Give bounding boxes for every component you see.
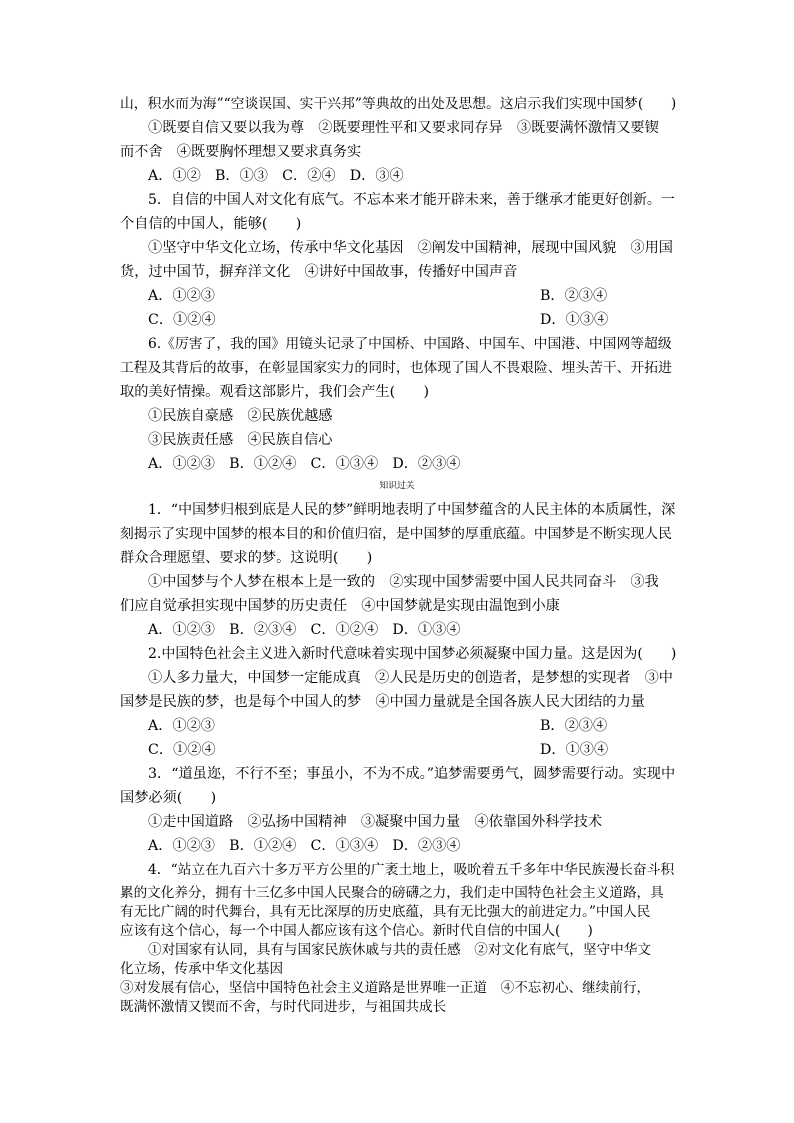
q5-choice-a: A．①②③ [148, 288, 215, 304]
q5-choice-b: B．②③④ [540, 288, 608, 304]
q5-choice-c: C．①②④ [148, 312, 216, 328]
kq4-options-line3: ③对发展有信心，坚信中国特色社会主义道路是世界唯一正道 ④不忘初心、继续前行， [120, 980, 651, 996]
kq3-stem-line1: 3．“道虽迩，不行不至；事虽小，不为不成。”追梦需要勇气，圆梦需要行动。实现中 [148, 766, 676, 782]
kq2-choice-c: C．①②④ [148, 742, 216, 758]
kq3-stem-line2: 国梦必须( ) [120, 790, 217, 806]
q6-options-line2: ③民族责任感 ④民族自信心 [148, 432, 333, 448]
q5-options-line1: ①坚守中华文化立场，传承中华文化基因 ②阐发中国精神，展现中国风貌 ③用国 [148, 240, 673, 256]
kq1-stem-line2: 刻揭示了实现中国梦的根本目的和价值归宿，是中国梦的厚重底蕴。中国梦是不断实现人民 [120, 526, 672, 542]
q5-stem-line2: 个自信的中国人，能够( ) [120, 216, 302, 232]
q6-stem-line3: 取的美好情操。观看这部影片，我们会产生( ) [120, 384, 430, 400]
q6-choices: A．①②③ B．①②④ C．①③④ D．②③④ [148, 456, 461, 472]
q4-choices: A．①② B．①③ C．②④ D．③④ [148, 168, 404, 184]
kq4-options-line2: 化立场，传承中华文化基因 [120, 961, 284, 977]
kq1-options-line1: ①中国梦与个人梦在根本上是一致的 ②实现中国梦需要中国人民共同奋斗 ③我 [148, 574, 659, 590]
kq1-choices: A．①②③ B．②③④ C．①②④ D．①③④ [148, 622, 461, 638]
kq1-stem-line3: 群众合理愿望、要求的梦。这说明( ) [120, 550, 373, 566]
kq3-choices: A．①②③ B．①②④ C．①③④ D．②③④ [148, 838, 461, 854]
q6-stem-line1: 6.《厉害了，我的国》用镜头记录了中国桥、中国路、中国车、中国港、中国网等超级 [148, 336, 672, 352]
q4-options-line2: 而不舍 ④既要胸怀理想又要求真务实 [120, 144, 362, 160]
q6-stem-line2: 工程及其背后的故事，在彰显国家实力的同时，也体现了国人不畏艰险、埋头苦干、开拓进 [120, 360, 672, 376]
kq4-stem-line1: 4．“站立在九百六十多万平方公里的广袤土地上，吸吮着五千多年中华民族漫长奋斗积 [148, 862, 675, 878]
kq2-choice-a: A．①②③ [148, 718, 215, 734]
kq2-choice-d: D．①③④ [540, 742, 609, 758]
kq1-options-line2: 们应自觉承担实现中国梦的历史责任 ④中国梦就是实现由温饱到小康 [120, 598, 560, 614]
kq4-options-line4: 既满怀激情又锲而不舍，与时代同进步，与祖国共成长 [120, 999, 447, 1015]
kq2-stem: 2.中国特色社会主义进入新时代意味着实现中国梦必须凝聚中国力量。这是因为( ) [148, 646, 677, 662]
q6-options-line1: ①民族自豪感 ②民族优越感 [148, 408, 333, 424]
kq4-options-line1: ①对国家有认同，具有与国家民族休戚与共的责任感 ②对文化有底气，坚守中华文 [148, 942, 651, 958]
q4-options-line1: ①既要自信又要以我为尊 ②既要理性平和又要求同存异 ③既要满怀激情又要锲 [148, 120, 659, 136]
kq2-options-line2: 国梦是民族的梦，也是每个中国人的梦 ④中国力量就是全国各族人民大团结的力量 [120, 694, 645, 710]
q5-stem-line1: 5．自信的中国人对文化有底气。不忘本来才能开辟未来，善于继承才能更好创新。一 [148, 192, 675, 208]
kq3-options: ①走中国道路 ②弘扬中国精神 ③凝聚中国力量 ④依靠国外科学技术 [148, 814, 603, 830]
kq4-stem-line4: 应该有这个信心，每一个中国人都应该有这个信心。新时代自信的中国人( ) [120, 923, 593, 939]
q5-options-line2: 货，过中国节，摒弃洋文化 ④讲好中国故事，传播好中国声音 [120, 264, 518, 280]
q5-choice-d: D．①③④ [540, 312, 609, 328]
kq1-stem-line1: 1．“中国梦归根到底是人民的梦”鲜明地表明了中国梦蕴含的人民主体的本质属性，深 [148, 502, 676, 518]
kq2-choice-b: B．②③④ [540, 718, 608, 734]
kq2-options-line1: ①人多力量大，中国梦一定能成真 ②人民是历史的创造者，是梦想的实现者 ③中 [148, 670, 673, 686]
section-heading: 知识过关 [379, 481, 415, 491]
kq4-stem-line2: 累的文化养分，拥有十三亿多中国人民聚合的磅礴之力，我们走中国特色社会主义道路，具 [120, 885, 664, 901]
kq4-stem-line3: 有无比广阔的时代舞台，具有无比深厚的历史底蕴，具有无比强大的前进定力。”中国人民 [120, 904, 651, 920]
q4-stem-continued: 山，积水而为海”“空谈误国、实干兴邦”等典故的出处及思想。这启示我们实现中国梦( ) [120, 96, 677, 112]
